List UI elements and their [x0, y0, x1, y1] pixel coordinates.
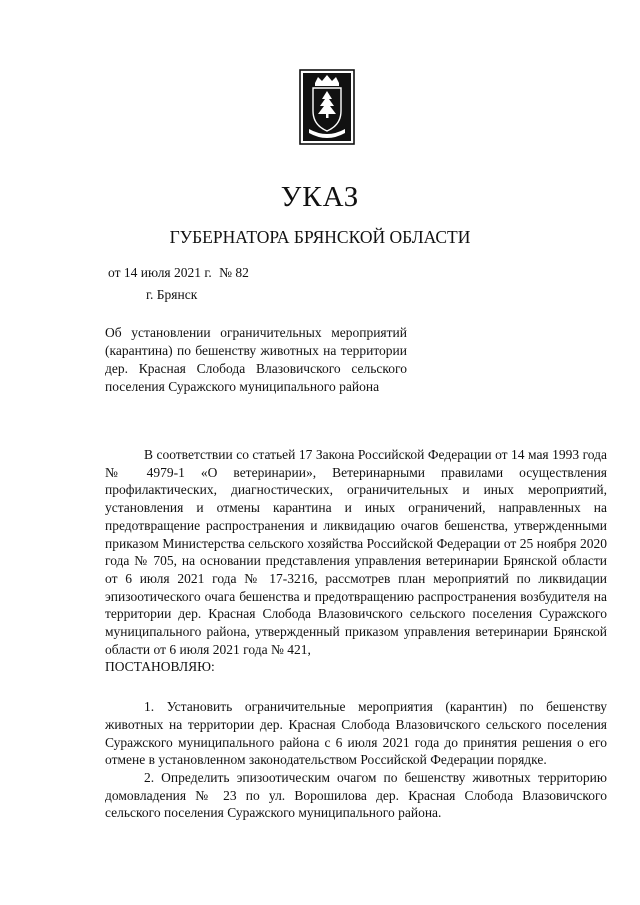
document-date-number [108, 264, 249, 281]
paragraph-spacer [105, 676, 607, 698]
decree-word: ПОСТАНОВЛЯЮ: [105, 659, 215, 675]
document-number: № 82 [219, 265, 249, 280]
coat-of-arms-icon [299, 69, 355, 145]
decree-item-1: 1. Установить ограничительные мероприятия (карантин) по бешенству животных на территории дер. Красная Слобода Влазовичского сельского поселения Суражского муниципального района с 6 июля 2021 года до принятия решения о его отмене в установленном законодательством Российской Федерации порядке. [105, 699, 607, 768]
document-subtitle: ГУБЕРНАТОРА БРЯНСКОЙ ОБЛАСТИ [169, 227, 471, 247]
document-body [105, 446, 607, 822]
preamble-paragraph: В соответствии со статьей 17 Закона Российской Федерации от 14 мая 1993 года № 4979-1 «О ветеринарии», Ветеринарными правилами осуществления профилактических, диагностических, ограничительных и иных мероприятий, установления и отмены карантина и иных ограничений, направленных на предотвращение распространения и ликвидацию очагов бешенства, утвержденными приказом Министерства сельского хозяйства Российской Федерации от 25 ноября 2020 года № 705, на основании представления управления ветеринарии Брянской области от 6 июля 2021 года № 17-3216, рассмотрев план мероприятий по ликвидации эпизоотического очага бешенства и предотвращению распространения возбудителя на территории дер. Красная Слобода Влазовичского сельского поселения Суражского муниципального района, утвержденный приказом управления ветеринарии Брянской области от 6 июля 2021 года № 421, [105, 447, 607, 657]
document-city: г. Брянск [146, 287, 198, 302]
document-date: от 14 июля 2021 г. [108, 265, 212, 280]
document-title: УКАЗ [280, 181, 360, 213]
document-subject: Об установлении ограничительных мероприятий (карантина) по бешенству животных на территории дер. Красная Слобода Влазовичского сельского поселения Суражского муниципального района [105, 325, 407, 394]
decree-item-2: 2. Определить эпизоотическим очагом по бешенству животных территорию домовладения № 23 по ул. Ворошилова дер. Красная Слобода Влазовичского сельского поселения Суражского муниципального района. [105, 769, 607, 821]
